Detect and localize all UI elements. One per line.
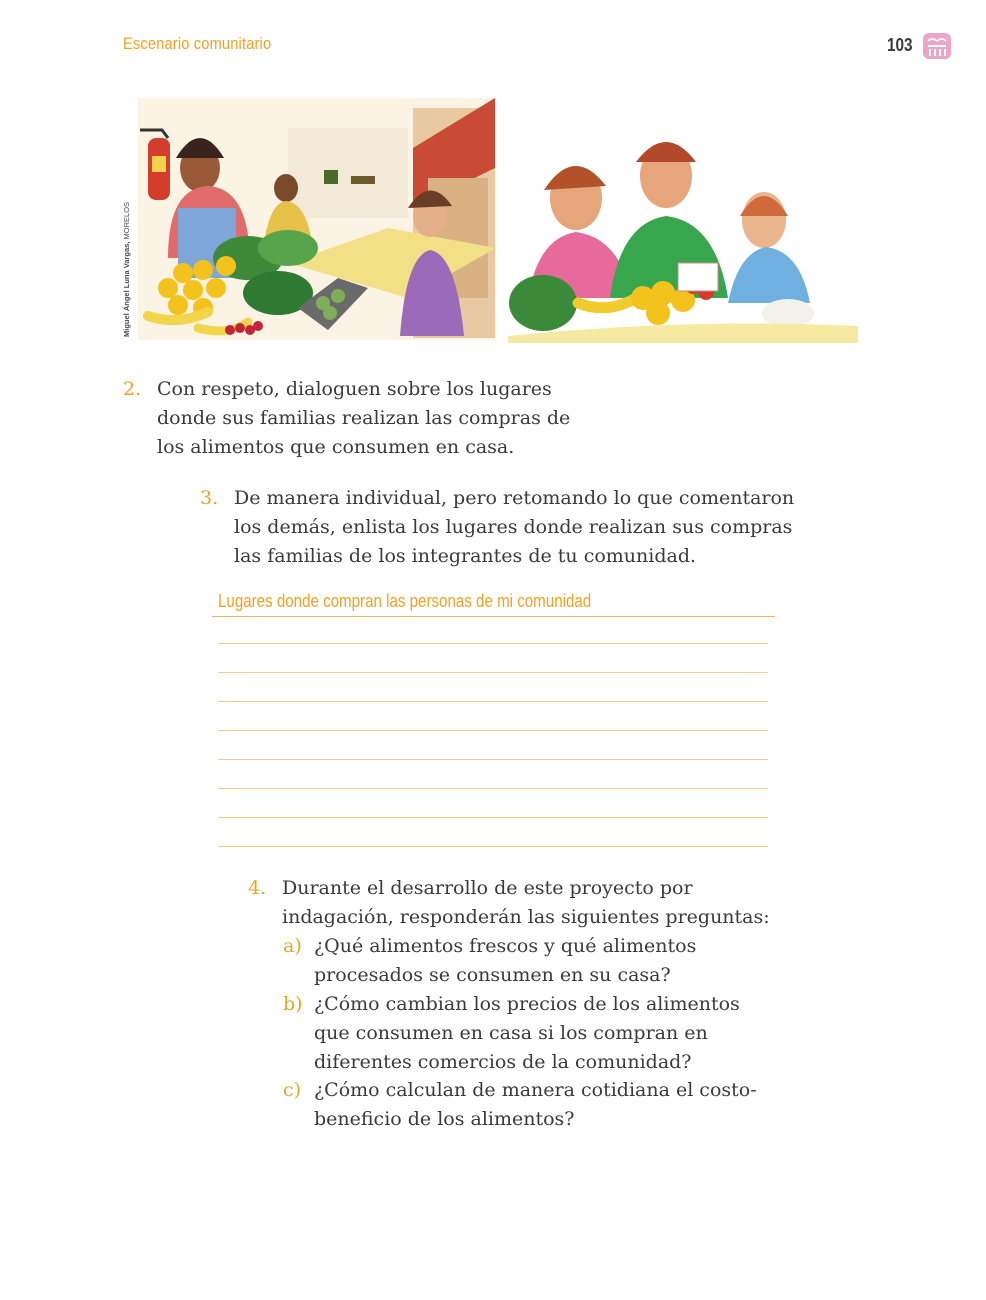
writing-line[interactable] — [218, 643, 768, 644]
question-c-text: ¿Cómo calculan de manera cotidiana el costo- beneficio de los alimentos? — [314, 1079, 757, 1130]
writing-line[interactable] — [218, 817, 768, 818]
page-number: 103 — [887, 35, 913, 55]
writing-line[interactable] — [218, 788, 768, 789]
writing-line[interactable] — [218, 672, 768, 673]
question-c — [283, 1076, 843, 1134]
family-scene — [506, 138, 866, 343]
activity-2-number: 2. — [123, 378, 142, 400]
writing-line[interactable] — [218, 846, 768, 847]
writing-line[interactable] — [218, 759, 768, 760]
market-stall-scene — [138, 98, 496, 340]
book-section-icon — [922, 32, 952, 60]
credit-place: MORELOS — [122, 201, 131, 240]
writing-line[interactable] — [218, 730, 768, 731]
activity-3-text: De manera individual, pero retomando lo que comentaron los demás, enlista los lugares donde realizan sus compras las familias de los integrantes de tu comunidad. — [234, 487, 795, 567]
activity-3-number: 3. — [200, 487, 219, 509]
activity-2 — [123, 375, 643, 462]
credit-name: Miguel Ángel Luna Vargas, — [122, 241, 131, 337]
question-a-letter: a) — [283, 935, 302, 957]
question-b-letter: b) — [283, 993, 303, 1015]
activity-4-number: 4. — [248, 877, 267, 899]
market-illustration — [138, 98, 866, 343]
question-a — [283, 932, 843, 990]
section-title: Escenario comunitario — [123, 34, 272, 53]
question-a-text: ¿Qué alimentos frescos y qué alimentos procesados se consumen en su casa? — [314, 935, 697, 986]
writing-line[interactable] — [218, 701, 768, 702]
question-b — [283, 990, 843, 1077]
activity-4 — [248, 874, 848, 932]
activity-2-text: Con respeto, dialoguen sobre los lugares donde sus familias realizan las compras de los alimentos que consumen en casa. — [157, 378, 571, 458]
activity-4-text: Durante el desarrollo de este proyecto por indagación, responderán las siguientes preguntas: — [282, 877, 770, 928]
question-c-letter: c) — [283, 1079, 302, 1101]
activity-3 — [200, 484, 860, 571]
list-header: Lugares donde compran las personas de mi comunidad — [218, 591, 592, 611]
header-rule — [212, 616, 775, 617]
illustration-credit — [122, 201, 131, 337]
question-b-text: ¿Cómo cambian los precios de los alimentos que consumen en casa si los compran en diferentes comercios de la comunidad? — [314, 993, 740, 1073]
